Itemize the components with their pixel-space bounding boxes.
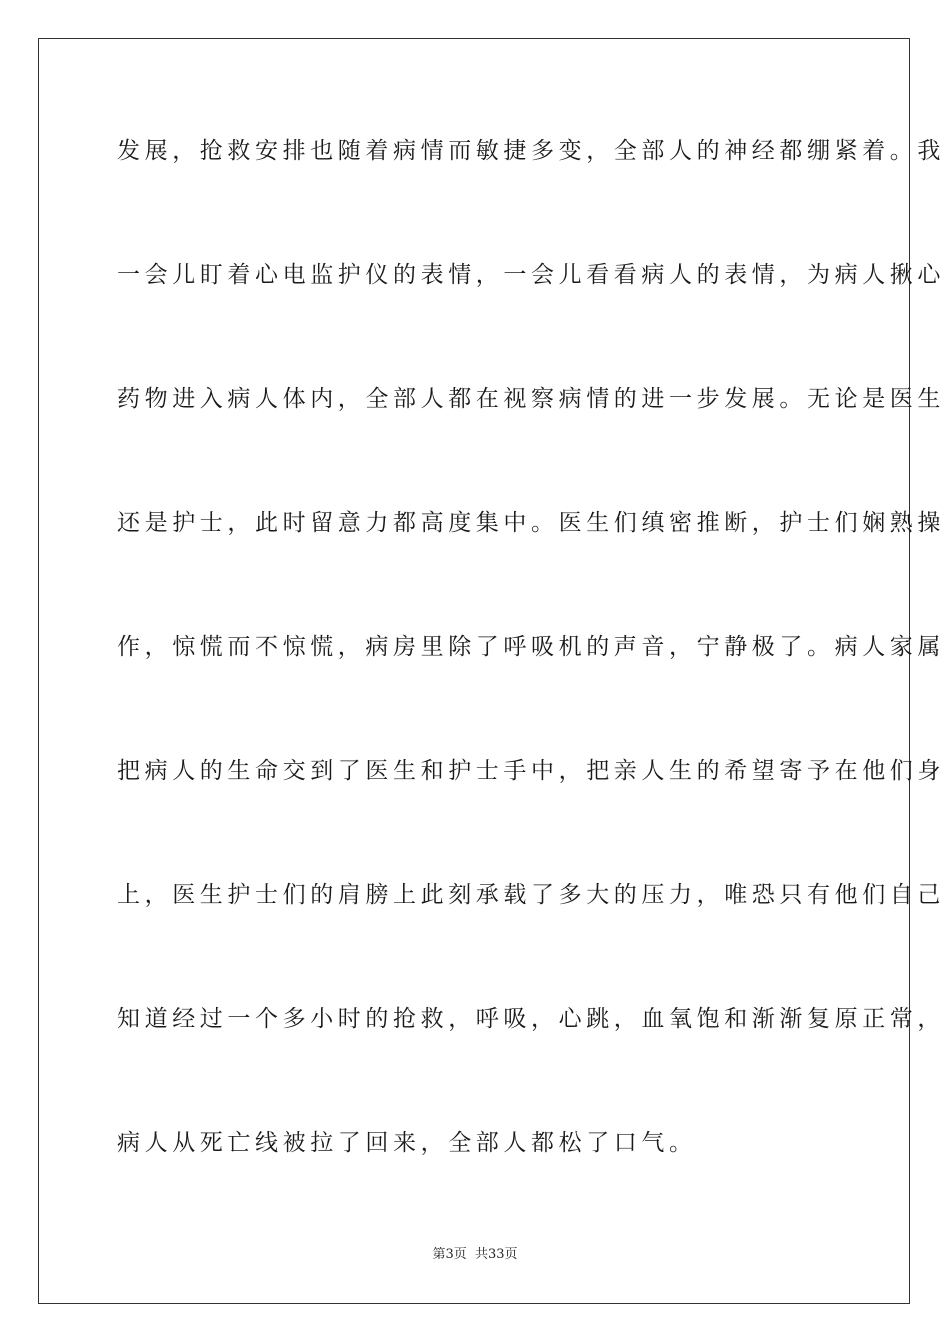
body-text-line: 发展，抢救安排也随着病情而敏捷多变，全部人的神经都绷紧着。我	[117, 138, 945, 164]
body-text-line: 把病人的生命交到了医生和护士手中，把亲人生的希望寄予在他们身	[117, 758, 945, 784]
body-text-line: 还是护士，此时留意力都高度集中。医生们缜密推断，护士们娴熟操	[117, 510, 945, 536]
body-text-line: 病人从死亡线被拉了回来，全部人都松了口气。	[117, 1130, 697, 1156]
page-footer	[0, 1246, 950, 1264]
body-text-line: 一会儿盯着心电监护仪的表情，一会儿看看病人的表情，为病人揪心	[117, 262, 945, 288]
body-text-line: 药物进入病人体内，全部人都在视察病情的进一步发展。无论是医生	[117, 386, 945, 412]
body-text-line: 作，惊慌而不惊慌，病房里除了呼吸机的声音，宁静极了。病人家属	[117, 634, 945, 660]
total-page-count: 共33页	[474, 1247, 518, 1262]
page-border	[38, 38, 945, 1304]
current-page-number: 第3页	[432, 1247, 467, 1262]
body-text-line: 上，医生护士们的肩膀上此刻承载了多大的压力，唯恐只有他们自己	[117, 882, 945, 908]
body-text-line: 知道经过一个多小时的抢救，呼吸，心跳，血氧饱和渐渐复原正常，	[117, 1006, 945, 1032]
